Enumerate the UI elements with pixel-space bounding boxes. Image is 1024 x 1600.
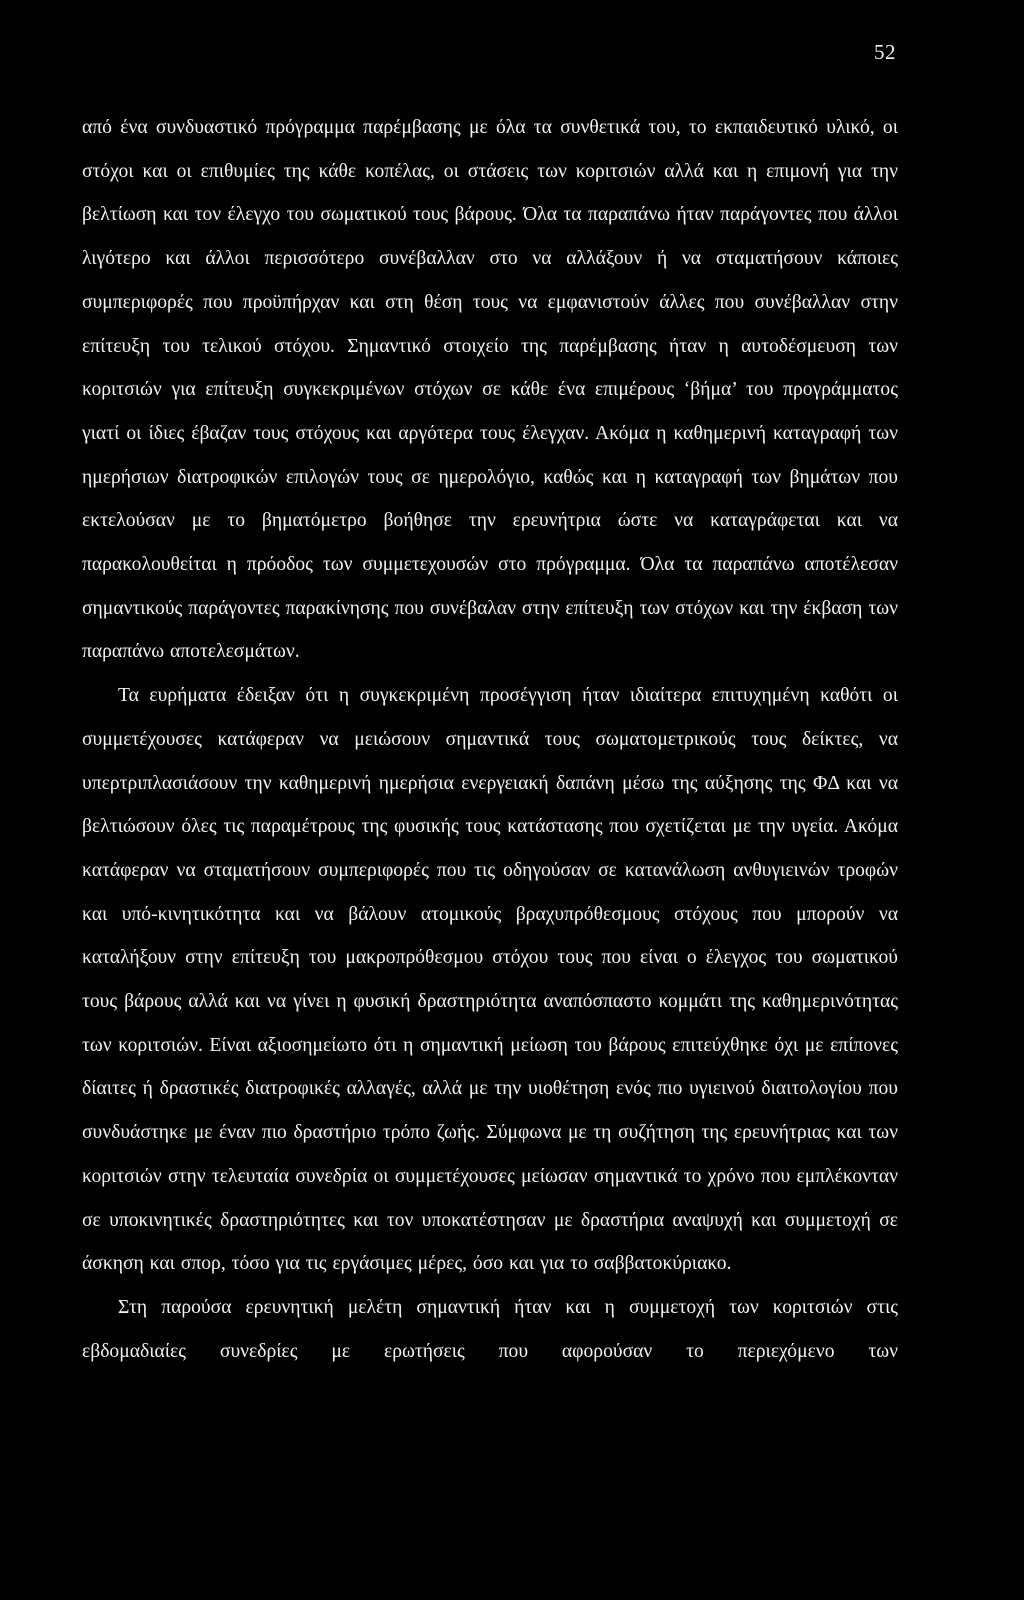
paragraph-sessions: Στη παρούσα ερευνητική μελέτη σημαντική ήταν και η συμμετοχή των κοριτσιών στις εβδομαδιαίες συνεδρίες με ερωτήσεις που αφορούσαν το περιεχόμενο των [82,1296,898,1362]
text-body [82,106,898,1373]
page-number: 52 [874,40,896,64]
paragraph-findings: Τα ευρήματα έδειξαν ότι η συγκεκριμένη προσέγγιση ήταν ιδιαίτερα επιτυχημένη καθότι οι συμμετέχουσες κατάφεραν να μειώσουν σημαντικά τους σωματομετρικούς τους δείκτες, να υπερτριπλασιάσουν την καθημερινή ημερήσια ενεργειακή δαπάνη μέσω της αύξησης της ΦΔ και να βελτιώσουν όλες τις παραμέτρους της φυσικής τους κατάστασης που σχετίζεται με την υγεία. Ακόμα κατάφεραν να σταματήσουν συμπεριφορές που τις οδηγούσαν σε κατανάλωση ανθυγιεινών τροφών και υπό-κινητικότητα και να βάλουν ατομικούς βραχυπρόθεσμους στόχους που μπορούν να καταλήξουν στην επίτευξη του μακροπρόθεσμου στόχου τους που είναι ο έλεγχος του σωματικού τους βάρους αλλά και να γίνει η φυσική δραστηριότητα αναπόσπαστο κομμάτι της καθημερινότητας των κοριτσιών. Είναι αξιοσημείωτο ότι η σημαντική μείωση του βάρους επιτεύχθηκε όχι με επίπονες δίαιτες ή δραστικές διατροφικές αλλαγές, αλλά με την υιοθέτηση ενός πιο υγιεινού διαιτολογίου που συνδυάστηκε με έναν πιο δραστήριο τρόπο ζωής. Σύμφωνα με τη συζήτηση της ερευνήτριας και των κοριτσιών στην τελευταία συνεδρία οι συμμετέχουσες μείωσαν σημαντικά το χρόνο που εμπλέκονταν σε υποκινητικές δραστηριότητες και τον υποκατέστησαν με δραστήρια αναψυχή και συμμετοχή σε άσκηση και σπορ, τόσο για τις εργάσιμες μέρες, όσο και για το σαββατοκύριακο. [82,685,898,1275]
paragraph-continuation: από ένα συνδυαστικό πρόγραμμα παρέμβασης με όλα τα συνθετικά του, το εκπαιδευτικό υλικό, οι στόχοι και οι επιθυμίες της κάθε κοπέλας, οι στάσεις των κοριτσιών αλλά και η επιμονή για την βελτίωση και τον έλεγχο του σωματικού τους βάρους. Όλα τα παραπάνω ήταν παράγοντες που άλλοι λιγότερο και άλλοι περισσότερο συνέβαλλαν στο να αλλάξουν ή να σταματήσουν κάποιες συμπεριφορές που προϋπήρχαν και στη θέση τους να εμφανιστούν άλλες που συνέβαλλαν στην επίτευξη του τελικού στόχου. Σημαντικό στοιχείο της παρέμβασης ήταν η αυτοδέσμευση των κοριτσιών για επίτευξη συγκεκριμένων στόχων σε κάθε ένα επιμέρους ‘βήμα’ του προγράμματος γιατί οι ίδιες έβαζαν τους στόχους και αργότερα τους έλεγχαν. Ακόμα η καθημερινή καταγραφή των ημερήσιων διατροφικών επιλογών τους σε ημερολόγιο, καθώς και η καταγραφή των βημάτων που εκτελούσαν με το βηματόμετρο βοήθησε την ερευνήτρια ώστε να καταγράφεται και να παρακολουθείται η πρόοδος των συμμετεχουσών στο πρόγραμμα. Όλα τα παραπάνω αποτέλεσαν σημαντικούς παράγοντες παρακίνησης που συνέβαλαν στην επίτευξη των στόχων και την έκβαση των παραπάνω αποτελεσμάτων. [82,117,898,663]
